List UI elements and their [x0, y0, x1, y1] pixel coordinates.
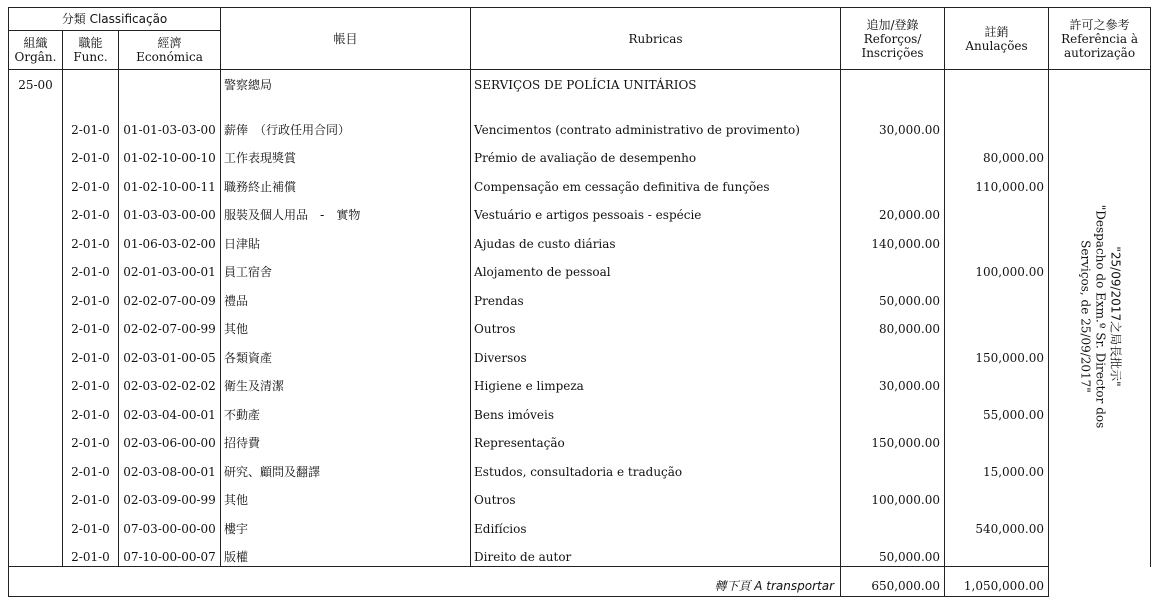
annulment-amount: 100,000.00 — [945, 253, 1049, 282]
footer-row — [9, 567, 1151, 597]
account-name-zh: 研究、顧問及翻譯 — [221, 452, 471, 481]
organ-code: 25-00 — [9, 70, 63, 101]
reference-cell — [1049, 70, 1151, 567]
annulment-amount — [945, 196, 1049, 225]
classification-header: 分類 Classificação — [9, 8, 221, 31]
func-code: 2-01-0 — [63, 110, 119, 139]
total-reinforcement: 650,000.00 — [841, 567, 945, 597]
econ-code: 07-10-00-00-07 — [119, 538, 221, 567]
budget-row — [9, 281, 1151, 310]
reinforcement-header: 追加/登錄 Reforços/ Inscrições — [841, 8, 945, 70]
budget-row — [9, 224, 1151, 253]
organ-header: 組織 Orgân. — [9, 31, 63, 70]
econ-code: 01-03-03-00-00 — [119, 196, 221, 225]
rubrica-name-pt: Direito de autor — [471, 538, 841, 567]
reinforcement-amount: 50,000.00 — [841, 538, 945, 567]
annulment-header: 註銷 Anulações — [945, 8, 1049, 70]
account-name-zh: 禮品 — [221, 281, 471, 310]
reinforcement-amount — [841, 509, 945, 538]
account-name-zh: 不動產 — [221, 395, 471, 424]
rubrica-name-pt: Vencimentos (contrato administrativo de provimento) — [471, 110, 841, 139]
organ-cell — [9, 538, 63, 567]
total-annulment: 1,050,000.00 — [945, 567, 1049, 597]
func-code: 2-01-0 — [63, 509, 119, 538]
account-name-zh: 服裝及個人用品 - 實物 — [221, 196, 471, 225]
annulment-amount — [945, 110, 1049, 139]
rubrica-name-pt: Diversos — [471, 338, 841, 367]
organ-cell — [9, 452, 63, 481]
rubrica-name-pt: Prendas — [471, 281, 841, 310]
organ-cell — [9, 367, 63, 396]
annulment-amount: 55,000.00 — [945, 395, 1049, 424]
func-code: 2-01-0 — [63, 310, 119, 339]
account-name-zh: 衛生及清潔 — [221, 367, 471, 396]
reinforcement-amount: 150,000.00 — [841, 424, 945, 453]
reinforcement-amount: 140,000.00 — [841, 224, 945, 253]
func-code: 2-01-0 — [63, 395, 119, 424]
func-code: 2-01-0 — [63, 338, 119, 367]
func-code: 2-01-0 — [63, 424, 119, 453]
budget-row — [9, 424, 1151, 453]
budget-row — [9, 538, 1151, 567]
rubrica-name-pt: Higiene e limpeza — [471, 367, 841, 396]
reference-text: "25/09/2017之局長批示" "Despacho do Exm.º Sr. Director dos Serviços, de 25/09/2017" — [1078, 204, 1123, 429]
rubrica-name-pt: Edifícios — [471, 509, 841, 538]
econ-code: 02-03-08-00-01 — [119, 452, 221, 481]
econ-code: 02-02-07-00-99 — [119, 310, 221, 339]
econ-code: 02-03-01-00-05 — [119, 338, 221, 367]
budget-row — [9, 167, 1151, 196]
organ-cell — [9, 139, 63, 168]
rubrica-name-pt: Representação — [471, 424, 841, 453]
reinforcement-amount — [841, 452, 945, 481]
transport-label: 轉下頁 A transportar — [9, 567, 841, 597]
econ-code: 02-01-03-00-01 — [119, 253, 221, 282]
reinforcement-amount — [841, 167, 945, 196]
reinforcement-amount — [841, 253, 945, 282]
annulment-amount — [945, 224, 1049, 253]
rubrica-name-pt: Ajudas de custo diárias — [471, 224, 841, 253]
econ-code: 01-02-10-00-11 — [119, 167, 221, 196]
func-code: 2-01-0 — [63, 196, 119, 225]
organ-cell — [9, 310, 63, 339]
reinforcement-amount: 30,000.00 — [841, 110, 945, 139]
reinforcement-amount: 50,000.00 — [841, 281, 945, 310]
rubrica-name-pt: Outros — [471, 310, 841, 339]
organ-cell — [9, 424, 63, 453]
reinforcement-amount: 80,000.00 — [841, 310, 945, 339]
account-name-zh: 樓宇 — [221, 509, 471, 538]
annulment-amount: 110,000.00 — [945, 167, 1049, 196]
budget-row — [9, 253, 1151, 282]
func-code: 2-01-0 — [63, 367, 119, 396]
organ-cell — [9, 224, 63, 253]
econ-code: 02-02-07-00-09 — [119, 281, 221, 310]
func-code: 2-01-0 — [63, 481, 119, 510]
econ-code: 02-03-06-00-00 — [119, 424, 221, 453]
func-code: 2-01-0 — [63, 224, 119, 253]
budget-row — [9, 196, 1151, 225]
budget-row — [9, 110, 1151, 139]
account-name-zh: 其他 — [221, 481, 471, 510]
func-code: 2-01-0 — [63, 139, 119, 168]
annulment-amount — [945, 481, 1049, 510]
department-name-pt: SERVIÇOS DE POLÍCIA UNITÁRIOS — [471, 70, 841, 101]
rubricas-header: Rubricas — [471, 8, 841, 70]
econ-header: 經濟 Económica — [119, 31, 221, 70]
func-header: 職能 Func. — [63, 31, 119, 70]
organ-cell — [9, 395, 63, 424]
reinforcement-amount: 20,000.00 — [841, 196, 945, 225]
budget-row — [9, 338, 1151, 367]
rubrica-name-pt: Vestuário e artigos pessoais - espécie — [471, 196, 841, 225]
rubrica-name-pt: Alojamento de pessoal — [471, 253, 841, 282]
budget-row — [9, 481, 1151, 510]
annulment-amount — [945, 367, 1049, 396]
account-name-zh: 其他 — [221, 310, 471, 339]
annulment-amount: 150,000.00 — [945, 338, 1049, 367]
rubrica-name-pt: Compensação em cessação definitiva de funções — [471, 167, 841, 196]
reinforcement-amount — [841, 139, 945, 168]
rubrica-name-pt: Prémio de avaliação de desempenho — [471, 139, 841, 168]
budget-row — [9, 509, 1151, 538]
budget-row — [9, 452, 1151, 481]
func-code: 2-01-0 — [63, 452, 119, 481]
annulment-amount — [945, 538, 1049, 567]
budget-row — [9, 395, 1151, 424]
budget-row — [9, 310, 1151, 339]
econ-code: 02-03-04-00-01 — [119, 395, 221, 424]
rubrica-name-pt: Outros — [471, 481, 841, 510]
econ-code: 01-02-10-00-10 — [119, 139, 221, 168]
func-code: 2-01-0 — [63, 281, 119, 310]
budget-row — [9, 139, 1151, 168]
organ-cell — [9, 110, 63, 139]
department-name-zh: 警察總局 — [221, 70, 471, 101]
annulment-amount: 540,000.00 — [945, 509, 1049, 538]
rubrica-name-pt: Estudos, consultadoria e tradução — [471, 452, 841, 481]
organ-cell — [9, 338, 63, 367]
organ-cell — [9, 253, 63, 282]
reinforcement-amount — [841, 338, 945, 367]
reference-header: 許可之參考 Referência à autorização — [1049, 8, 1151, 70]
organ-cell — [9, 196, 63, 225]
reinforcement-amount: 30,000.00 — [841, 367, 945, 396]
account-name-zh: 職務終止補償 — [221, 167, 471, 196]
econ-code: 07-03-00-00-00 — [119, 509, 221, 538]
budget-row — [9, 367, 1151, 396]
annulment-amount — [945, 310, 1049, 339]
account-name-zh: 招待費 — [221, 424, 471, 453]
econ-code: 01-01-03-03-00 — [119, 110, 221, 139]
account-name-zh: 日津貼 — [221, 224, 471, 253]
organ-cell — [9, 481, 63, 510]
func-code: 2-01-0 — [63, 167, 119, 196]
econ-code: 02-03-09-00-99 — [119, 481, 221, 510]
budget-table — [8, 7, 1151, 597]
organ-cell — [9, 167, 63, 196]
account-name-zh: 工作表現獎賞 — [221, 139, 471, 168]
account-name-zh: 版權 — [221, 538, 471, 567]
account-name-zh: 員工宿舍 — [221, 253, 471, 282]
func-code: 2-01-0 — [63, 253, 119, 282]
annulment-amount: 15,000.00 — [945, 452, 1049, 481]
func-code: 2-01-0 — [63, 538, 119, 567]
econ-code: 01-06-03-02-00 — [119, 224, 221, 253]
annulment-amount — [945, 281, 1049, 310]
account-header: 帳目 — [221, 8, 471, 70]
department-row — [9, 70, 1151, 101]
annulment-amount — [945, 424, 1049, 453]
reinforcement-amount — [841, 395, 945, 424]
account-name-zh: 各類資產 — [221, 338, 471, 367]
annulment-amount: 80,000.00 — [945, 139, 1049, 168]
econ-code: 02-03-02-02-02 — [119, 367, 221, 396]
reinforcement-amount: 100,000.00 — [841, 481, 945, 510]
organ-cell — [9, 509, 63, 538]
rubrica-name-pt: Bens imóveis — [471, 395, 841, 424]
account-name-zh: 薪俸 （行政任用合同） — [221, 110, 471, 139]
organ-cell — [9, 281, 63, 310]
